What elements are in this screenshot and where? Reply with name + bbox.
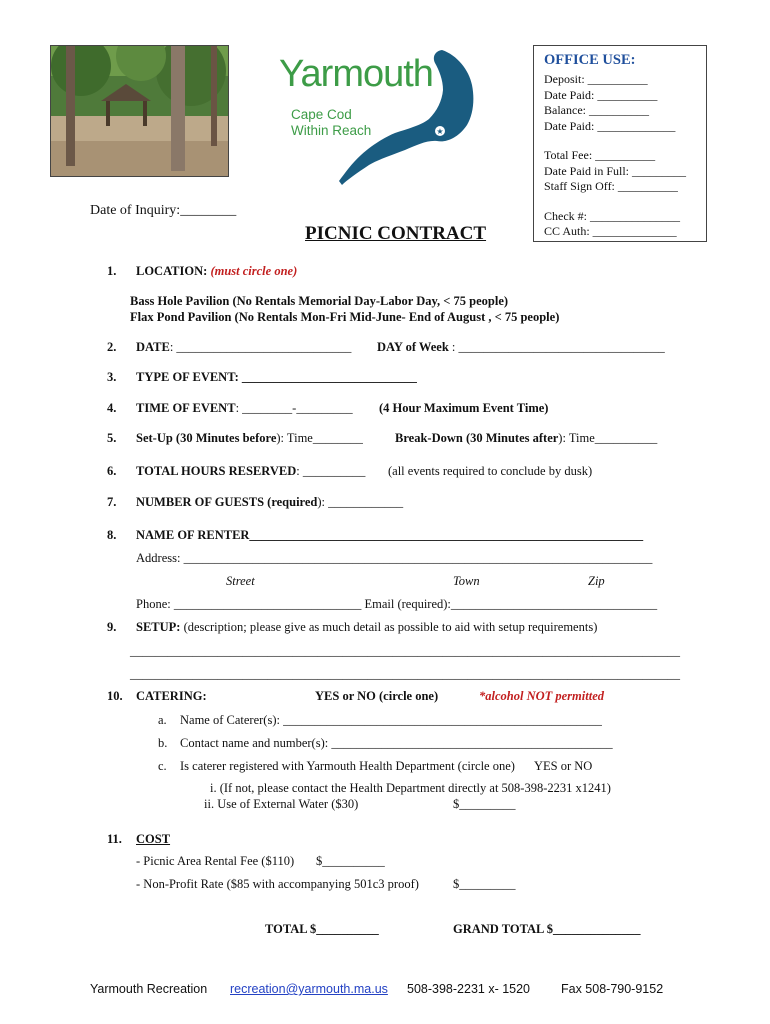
- total-field[interactable]: TOTAL $__________: [265, 922, 379, 936]
- total-hours-label: TOTAL HOURS RESERVED: [136, 464, 297, 478]
- setup-time-blank[interactable]: ): Time________: [276, 431, 363, 445]
- yarmouth-logo: [277, 45, 497, 190]
- pavilion-photo: [50, 45, 229, 177]
- date-blank[interactable]: : ____________________________: [169, 340, 352, 354]
- item-1-number: 1.: [107, 264, 117, 278]
- time-note: (4 Hour Maximum Event Time): [379, 401, 549, 415]
- non-profit-label: - Non-Profit Rate ($85 with accompanying 501c3 proof): [136, 877, 419, 891]
- alcohol-note: *alcohol NOT permitted: [479, 689, 604, 703]
- rental-fee-amount[interactable]: $__________: [316, 854, 385, 868]
- time-label: TIME OF EVENT: [136, 401, 236, 415]
- item-11-number: 11.: [107, 832, 122, 846]
- day-label: DAY of Week: [377, 340, 449, 354]
- address-field[interactable]: Address: ___________________________________________________________________________: [136, 551, 653, 565]
- external-water-label: ii. Use of External Water ($30): [204, 797, 359, 811]
- setup-time-label: Set-Up (30 Minutes before: [136, 431, 277, 445]
- office-balance-field[interactable]: Balance: __________: [544, 103, 649, 117]
- breakdown-time-label: Break-Down (30 Minutes after: [395, 431, 559, 445]
- office-deposit-field[interactable]: Deposit: __________: [544, 72, 648, 86]
- office-use-title: OFFICE USE:: [544, 52, 636, 68]
- non-profit-amount[interactable]: $_________: [453, 877, 516, 891]
- footer-fax: Fax 508-790-9152: [561, 982, 664, 996]
- item-6-number: 6.: [107, 464, 117, 478]
- footer-org: Yarmouth Recreation: [90, 982, 208, 996]
- caterer-name-field[interactable]: Name of Caterer(s): ___________________________________________________: [180, 713, 602, 727]
- external-water-amount[interactable]: $_________: [453, 797, 516, 811]
- location-label: LOCATION:: [136, 264, 208, 278]
- location-option-flax-pond[interactable]: Flax Pond Pavilion (No Rentals Mon-Fri Mid-June- End of August , < 75 people): [130, 310, 560, 324]
- item-10-number: 10.: [107, 689, 123, 703]
- time-of-event-field[interactable]: [136, 401, 353, 416]
- date-field[interactable]: [136, 340, 351, 355]
- breakdown-time-field[interactable]: [395, 431, 657, 446]
- footer-phone: 508-398-2231 x- 1520: [407, 982, 531, 996]
- setup-label: SETUP:: [136, 620, 181, 634]
- item-3-number: 3.: [107, 370, 117, 384]
- logo-wordmark: Yarmouth: [279, 53, 433, 95]
- setup-line-1[interactable]: ________________________________________________________________________________________: [130, 644, 680, 658]
- office-paid-full-field[interactable]: Date Paid in Full: _________: [544, 163, 686, 178]
- setup-time-field[interactable]: [136, 431, 363, 446]
- type-of-event-field[interactable]: TYPE OF EVENT: ____________________________: [136, 370, 417, 384]
- location-note: (must circle one): [210, 264, 298, 278]
- breakdown-time-blank[interactable]: ): Time__________: [558, 431, 658, 445]
- logo-tagline-1: Cape Cod: [291, 107, 352, 122]
- office-check-field[interactable]: Check #: _______________: [544, 208, 680, 223]
- caterer-c-mark: c.: [158, 759, 167, 773]
- item-8-number: 8.: [107, 528, 117, 542]
- page-title: PICNIC CONTRACT: [305, 223, 487, 244]
- location-heading: [136, 264, 297, 279]
- zip-caption: Zip: [588, 574, 605, 588]
- item-2-number: 2.: [107, 340, 117, 354]
- date-of-inquiry-field[interactable]: Date of Inquiry:________: [90, 203, 237, 218]
- phone-email-field[interactable]: Phone: ______________________________ Email (required):_________________________________: [136, 597, 658, 611]
- office-total-fee-field[interactable]: Total Fee: __________: [544, 148, 656, 162]
- office-date-paid-2-field[interactable]: Date Paid: _____________: [544, 118, 676, 133]
- svg-text:★: ★: [436, 127, 444, 136]
- caterer-a-mark: a.: [158, 713, 167, 727]
- catering-label: CATERING:: [136, 689, 207, 703]
- office-date-paid-field[interactable]: Date Paid: __________: [544, 87, 658, 102]
- catering-yes-no[interactable]: YES or NO (circle one): [315, 689, 439, 703]
- guests-field[interactable]: [136, 495, 403, 510]
- caterer-registered-text: Is caterer registered with Yarmouth Health Department (circle one): [180, 759, 515, 773]
- office-staff-signoff-field[interactable]: Staff Sign Off: __________: [544, 179, 678, 193]
- town-caption: Town: [453, 574, 480, 588]
- time-blank[interactable]: : ________-_________: [235, 401, 353, 415]
- caterer-registered-yes-no[interactable]: YES or NO: [534, 759, 593, 773]
- office-cc-auth-field[interactable]: CC Auth: ______________: [544, 224, 677, 238]
- grand-total-field[interactable]: GRAND TOTAL $______________: [453, 922, 641, 936]
- setup-desc-text: (description; please give as much detail as possible to aid with setup requirements): [180, 620, 598, 634]
- item-5-number: 5.: [107, 431, 117, 445]
- rental-fee-label: - Picnic Area Rental Fee ($110): [136, 854, 295, 868]
- location-option-bass-hole[interactable]: Bass Hole Pavilion (No Rentals Memorial Day-Labor Day, < 75 people): [130, 294, 509, 308]
- item-4-number: 4.: [107, 401, 117, 415]
- caterer-b-mark: b.: [158, 736, 168, 750]
- setup-description: [136, 620, 597, 635]
- health-dept-note: i. (If not, please contact the Health Department directly at 508-398-2231 x1241): [210, 781, 611, 795]
- renter-name-field[interactable]: NAME OF RENTER_______________________________________________________________: [136, 528, 644, 542]
- day-blank[interactable]: : _________________________________: [448, 340, 665, 354]
- date-label: DATE: [136, 340, 170, 354]
- footer-email-link[interactable]: recreation@yarmouth.ma.us: [230, 982, 388, 996]
- item-7-number: 7.: [107, 495, 117, 509]
- guests-label: NUMBER OF GUESTS (required: [136, 495, 318, 509]
- total-hours-field[interactable]: [136, 464, 365, 479]
- day-of-week-field[interactable]: [377, 340, 665, 355]
- total-hours-blank[interactable]: : __________: [296, 464, 366, 478]
- street-caption: Street: [226, 574, 255, 588]
- caterer-contact-field[interactable]: Contact name and number(s): _____________________________________________: [180, 736, 613, 750]
- office-use-box: [533, 45, 707, 242]
- cost-label: COST: [136, 832, 171, 846]
- item-9-number: 9.: [107, 620, 117, 634]
- guests-blank[interactable]: ): ____________: [317, 495, 404, 509]
- logo-tagline-2: Within Reach: [291, 123, 372, 138]
- setup-line-2[interactable]: ________________________________________________________________________________________: [130, 667, 680, 681]
- dusk-note: (all events required to conclude by dusk): [388, 464, 593, 478]
